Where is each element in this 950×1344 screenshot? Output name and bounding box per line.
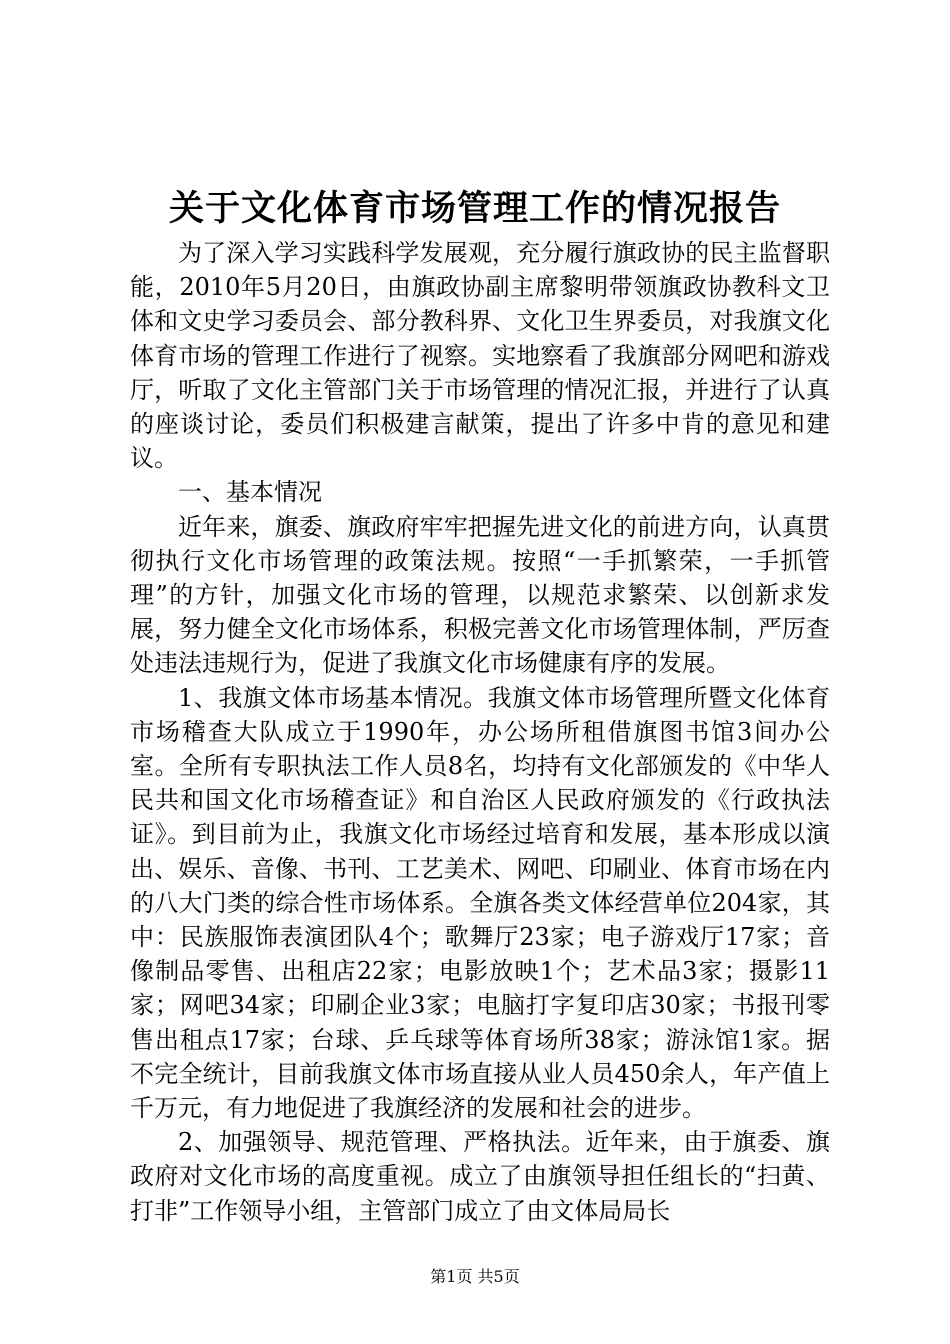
leadership-paragraph: 2、加强领导、规范管理、严格执法。近年来，由于旗委、旗政府对文化市场的高度重视。成立了由旗领导担任组长的“扫黄、打非”工作领导小组，主管部门成立了由文体局局长 — [130, 1128, 830, 1225]
intro-paragraph: 为了深入学习实践科学发展观，充分履行旗政协的民主监督职能，2010年5月20日，由旗政协副主席黎明带领旗政协教科文卫体和文史学习委员会、部分教科界、文化卫生界委员，对我旗文化体育市场的管理工作进行了视察。实地察看了我旗部分网吧和游戏厅，听取了文化主管部门关于市场管理的情况汇报，并进行了认真的座谈讨论，委员们积极建言献策，提出了许多中肯的意见和建议。 — [130, 239, 830, 473]
overview-paragraph: 近年来，旗委、旗政府牢牢把握先进文化的前进方向，认真贯彻执行文化市场管理的政策法规。按照“一手抓繁荣，一手抓管理”的方针，加强文化市场的管理，以规范求繁荣、以创新求发展，努力健全文化市场体系，积极完善文化市场管理体制，严厉查处违法违规行为，促进了我旗文化市场健康有序的发展。 — [130, 512, 830, 678]
market-basics-paragraph: 1、我旗文体市场基本情况。我旗文体市场管理所暨文化体育市场稽查大队成立于1990年，办公场所租借旗图书馆3间办公室。全所有专职执法工作人员8名，均持有文化部颁发的《中华人民共和国文化市场稽查证》和自治区人民政府颁发的《行政执法证》。到目前为止，我旗文化市场经过培育和发展，基本形成以演出、娱乐、音像、书刊、工艺美术、网吧、印刷业、体育市场在内的八大门类的综合性市场体系。全旗各类文体经营单位204家，其中：民族服饰表演团队4个；歌舞厅23家；电子游戏厅17家；音像制品零售、出租店22家；电影放映1个；艺术品3家；摄影11家；网吧34家；印刷企业3家；电脑打字复印店30家；书报刊零售出租点17家；台球、乒乓球等体育场所38家；游泳馆1家。据不完全统计，目前我旗文体市场直接从业人员450余人，年产值上千万元，有力地促进了我旗经济的发展和社会的进步。 — [130, 683, 830, 1123]
section-heading-basic-situation: 一、基本情况 — [178, 478, 322, 507]
page-number-footer: 第1页 共5页 — [430, 1267, 520, 1286]
document-title: 关于文化体育市场管理工作的情况报告 — [168, 188, 781, 229]
document-body — [130, 236, 830, 1228]
